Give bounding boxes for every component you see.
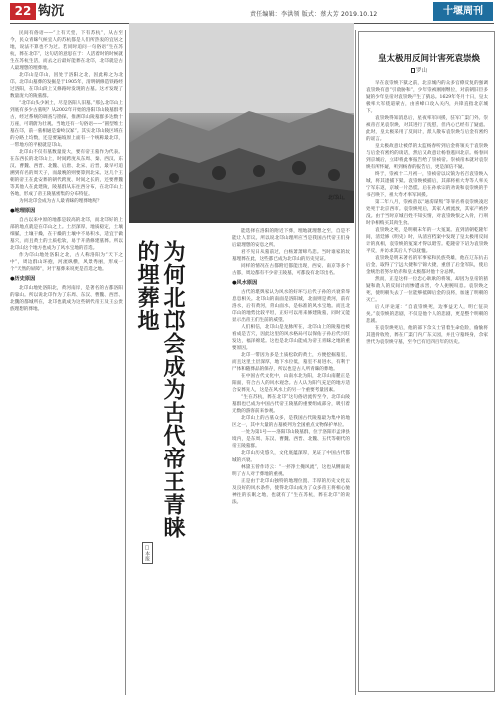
article-byline: □本报 xyxy=(142,542,153,564)
article-title: 为何北邙会成为古代帝王青睐的埋葬地 xyxy=(134,240,185,539)
body-paragraph: 林黛玉曾作诗云：“一抔净土掩风流”，这也从侧面说明了古人对于葬地的重视。 xyxy=(232,465,350,477)
body-paragraph: 人们相信，北邙山是龙脉所在，北邙山上的陵墓也被看成是吉穴，因此这里的风水格局可以保佑子孙后代兴旺发达，福泽绵延。这也是北邙山能成为帝王青睐之地的重要原因。 xyxy=(232,325,350,351)
body-paragraph: 为何北邙会成为古人最青睐的埋葬地呢？ xyxy=(19,199,102,204)
side-paragraph: 在袁崇焕死后，他的部下佘义士冒着生命危险，偷偷将其遗骨收殓，葬在广渠门内广东义园，并且守墓终身，佘家世代为袁崇焕守墓，至今已有近四百年的历史。 xyxy=(366,326,488,345)
side-paragraph: 袁崇焕得知消息后，星夜率军回援，驻军广渠门外。崇祯帝召见袁崇焕，对其进行了抚慰，但内心已经有了疑虑。此时，皇太极采用了反间计，派人散布袁崇焕与后金有密约的谣言。 xyxy=(366,116,488,142)
mountain-photo xyxy=(129,23,354,223)
article-column-1 xyxy=(10,30,123,695)
side-paragraph: 第二年八月，崇祯帝以“通虏谋叛”等罪名将袁崇焕凌迟处死于北京西市。袁崇焕死后，其家人被流放，其家产被抄没。由于当时京城百姓不知实情，对袁崇焕恨之入骨，行刑时争相购买其肉生食。 xyxy=(366,200,488,226)
body-paragraph: 同样的情况在古都附近都能出现，西安、南京等多个古都，周边都有不少帝王陵墓，可都没有北邙出名。 xyxy=(232,264,350,276)
body-paragraph: 古代的堪舆家认为风水的好坏与后代子孙的兴衰荣辱息息相关。北邙山的南面是洛阳城，北面则是黄河，前有洛水，后有黄河，背山面水，是标准的风水宝地。而且北邙山的地势比较平坦，正好可以用来修建陵墓，同时又能显示出帝王们生前的威望。 xyxy=(232,290,350,323)
side-article-body xyxy=(366,80,488,688)
side-paragraph: 皇太极故意让被俘的太监杨春听到后金将领关于袁崇焕与后金有密约的谈话，然后又故意让杨春逃回北京。杨春回到京城后，立即将此事报告给了崇祯帝。崇祯帝本就对袁崇焕有所怀疑，听到杨春的报告后，更是深信不疑。 xyxy=(366,144,488,170)
section-name: 钩沉 xyxy=(38,4,65,19)
side-paragraph: 后人评论道：“自袁崇焕死，边事益无人，明亡征决矣。”袁崇焕的悲剧，不仅是他个人的悲剧，更是整个明朝的悲剧。 xyxy=(366,305,488,324)
body-paragraph: 一处为第1号——洛阳邙山陵墓群，位于洛阳市孟津县境内，是东周、东汉、曹魏、西晋、北魏、五代等朝代的帝王陵墓群。 xyxy=(232,430,350,449)
body-paragraph: 北邙山历史悠久，文化底蕴深厚，见证了中国古代都城的兴衰。 xyxy=(232,451,350,463)
body-paragraph: 北邙山是邙山，因处于洛阳之北，因此称之为北邙。北邙山墓葬的发掘是于1905年，清明朝修造铁路经过洛阳，在邙山段上又修路时发现的古墓。这才发现了数量庞大的陵墓群。 xyxy=(10,73,123,99)
column-rule xyxy=(355,30,356,695)
body-paragraph: “生在苏杭，葬在北邙”这句俗语流传至今，北邙山陵墓群也已成为中国古代帝王陵墓的重要组成部分，吸引着无数的游客前来参观。 xyxy=(232,395,350,414)
body-paragraph: 正是由于北邙山独特的地理位置、丰厚的历史文化以及良好的风水条件，使得北邙山成为了众多帝王将相心驰神往的长眠之地，也就有了“生在苏杭，葬在北邙”的说法。 xyxy=(232,479,350,505)
side-paragraph: 袁崇焕是明末著名的军事家和民族英雄，他在辽东抗击后金，取得了宁远大捷和宁锦大捷，重创了后金军队，使后金统治者努尔哈赤和皇太极都对他十分忌惮。 xyxy=(366,256,488,275)
section-heading: ●风水原因 xyxy=(232,280,258,286)
section-heading: ●地理原因 xyxy=(10,208,36,214)
side-paragraph: 然而，正是这样一位忠心耿耿的将领，却因为皇帝的猜疑和敌人的反间计而惨遭杀害，令人扼腕叹息。袁崇焕之死，使明朝失去了一位能够抵御后金的良将，加速了明朝的灭亡。 xyxy=(366,277,488,303)
article-photo xyxy=(129,23,354,223)
body-paragraph: “北邙山头少闲土，尽是洛阳人旧墓。”那么北邙山上到底有多少古墓呢？从2002年开始的洛阳邙山陵墓群考古，经过系统的调查与勘探，推测邙山陵墓群多达数十万座，可谓蔚为壮观。当地还有一句俗语——“圆型堆土墓在邙，前一墓相通是秦岭汉冢”。其实北邙山陵区域在的分路上均数，还是要遍坡原上面有一个统称最北邙，一带地方的平板就是邙山。 xyxy=(10,101,123,148)
byline-box-icon xyxy=(411,68,415,73)
editor-meta: 责任编辑：李洪领 版式：蔡大芳 2019.10.12 xyxy=(250,11,378,18)
body-paragraph: 能选择在洛阳的附近下葬，埋地就理想之至，自是不能让人非议。所以说北邙山理所应当是我国古代帝王们身后最理想的安息之所。 xyxy=(232,229,350,248)
photo-caption: 北邙山。 xyxy=(327,195,348,201)
side-paragraph: 袁崇焕之死，是明朝末年的一大冤案。直到清朝乾隆年间，清廷修《明史》时，从清宫档案中发现了皇太极用反间计的真相，袁崇焕的冤案才得以昭雪。乾隆帝下诏为袁崇焕平反，并访求其后人予以抚恤。 xyxy=(366,228,488,254)
body-paragraph: 自古以来中原的地都是较高的北邙，而北邙好的上部的地点就是在邙山之上。土层深厚，地质稳定，土壤细腻，土壤干燥，在干燥的土壤中不易积水，适宜于做墓穴，而且黄土的土质松软，易于开凿修建墓葬。所以北邙山这个地方也成为了风水宝地的首选。 xyxy=(10,218,123,251)
body-paragraph: 作为邙山地处洛阳之北，古人称洛阳为“天下之中”，周边群山环抱，河流纵横，风景秀丽，形成一个“天然的屏障”，对于墓葬来说更是首选之地。 xyxy=(10,253,123,272)
page-header xyxy=(0,0,503,24)
body-paragraph: 北邙山不仅有墓数量庞大，要有帝王墓作为代表。在东西长的北邙山上，时间跨度从东周、秦、西汉、东汉、曹魏、西晋、北魏、后唐、北宋、后晋，最早可追溯到有名的周天子，而最晚的则要算到北宋。这几个王朝的帝王在此安葬的朝代跨度、时间之长的，还要曹魏等其他人在此建陵，陵墓群从东往西分布，在北邙山上各地，形成了帝王陵墓密集的分布特征。 xyxy=(10,150,123,197)
side-article-title: 皇太极用反间计害死袁崇焕 xyxy=(377,54,480,64)
body-paragraph: 北邙山地处洛阳北，黄河南岸，是著名的古都洛阳的靠山。所以说北邙作为了东周、东汉、曹魏、西晋、北魏的都城所在，北邙也就成为这些朝代帝王及王公贵族理想的葬地。 xyxy=(10,286,123,312)
body-paragraph: 君不见日从墓前过，白杨萧萧啼鸟悲。当时谁家的坟墓埋葬在此，这些都已成为北邙山的历史见证。 xyxy=(232,250,350,262)
side-paragraph: 终于，崇祯十二月初一，崇祯帝以议饷为名召袁崇焕入城，将其逮捕下狱。袁崇焕被捕后，其部将祖大寿等人率关宁军东返，京城一片恐慌。后在孙承宗的劝说和袁崇焕的手书召唤下，祖大寿才率军回援。 xyxy=(366,172,488,198)
side-paragraph: 早在袁崇焕下狱之前，北京城内的众多官僚反复的强调袁崇焕有意“引敌胁和”，少年崇祯刚刚继位，对前朝旧臣多疑的少年皇帝对袁崇焕产生了猜忌。1629年冬月十日，皇太极率大军绕道蒙古，由喜峰口攻入关内，兵锋直指北京城下。 xyxy=(366,81,488,114)
page-number: 22 xyxy=(10,3,36,20)
body-paragraph: 北邙一带因为多是土质松软的黄土，方便挖掘墓室，而且这里土层深厚，地下水位低，墓室不易进水，有利于尸体和随葬品的保存，所以也是古人所青睐的葬地。 xyxy=(232,353,350,372)
section-heading: ●历史原因 xyxy=(10,276,36,282)
body-paragraph: 北邙山上的古墓众多，是我国古代陵墓最为集中的地区之一，其中大量的古墓被列为全国重点文物保护单位。 xyxy=(232,416,350,428)
article-column-2 xyxy=(232,228,350,695)
brand-logo: 十堰周刊 xyxy=(433,2,493,21)
body-paragraph: 民间有俗语——“上有天堂，下有苏杭”，从古至今，民众青睐气候宜人的苏杭都是人们所热衷的宜居之地，说法不算也不为过。若同时追问一句俗语“生在苏杭，葬在北邙”，这句话的意思在于：人活着时的时候就生在苏杭生活，而去之后最好能葬在北邙，北邙就是古人最理想的埋葬地。 xyxy=(10,31,123,71)
body-paragraph: 在中国古代文化中，山南水北为阳，北邙山南麓正是阳面，符合古人的风水观念。古人认为阳气充足的地方适合安葬先人，这是在风水上的另一个重要考量因素。 xyxy=(232,374,350,393)
side-article-byline: 罗山 xyxy=(411,66,427,74)
